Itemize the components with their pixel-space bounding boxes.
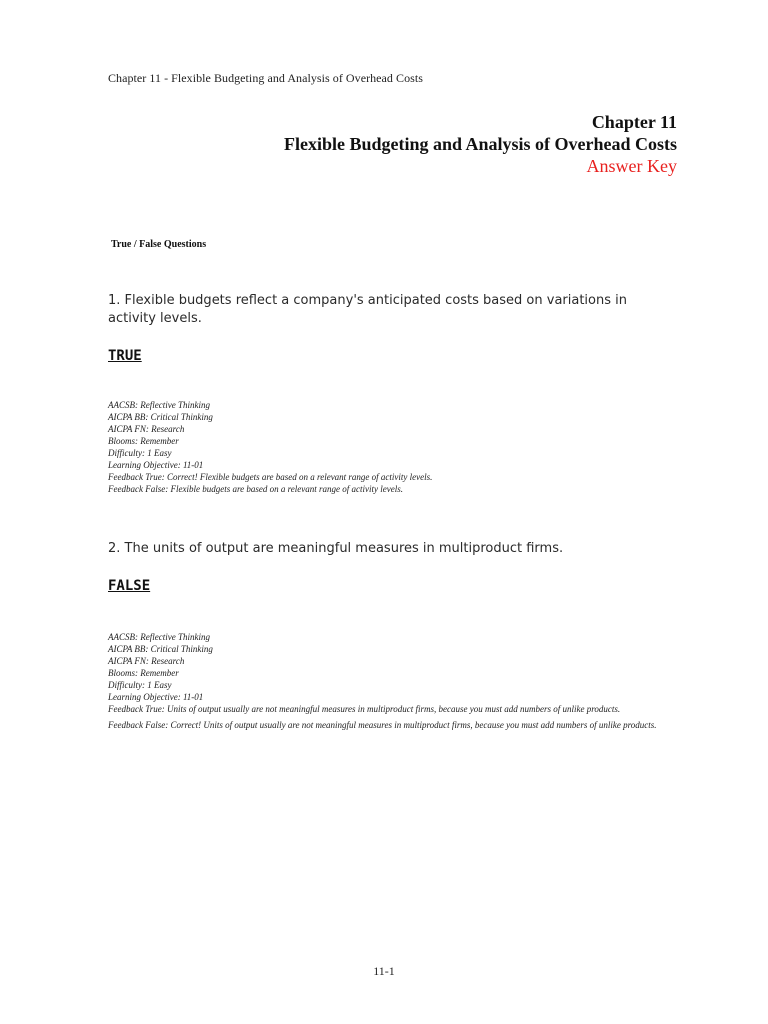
title-block <box>284 111 677 177</box>
meta-line: AACSB: Reflective Thinking <box>108 400 210 410</box>
meta-line: Difficulty: 1 Easy <box>108 680 172 690</box>
meta-line: Learning Objective: 11-01 <box>108 692 204 702</box>
meta-line: Feedback True: Correct! Flexible budgets are based on a relevant range of activity levels. <box>108 472 433 482</box>
question-2-meta <box>108 631 668 731</box>
meta-line: Blooms: Remember <box>108 436 179 446</box>
chapter-number: Chapter 11 <box>591 112 677 132</box>
meta-line: Feedback False: Correct! Units of output usually are not meaningful measures in multiproduct firms, because you must add numbers of unlike products. <box>108 720 657 730</box>
meta-line: Feedback True: Units of output usually are not meaningful measures in multiproduct firms, because you must add numbers of unlike products. <box>108 704 621 714</box>
meta-line: AICPA FN: Research <box>108 424 185 434</box>
running-header: Chapter 11 - Flexible Budgeting and Analysis of Overhead Costs <box>108 71 423 85</box>
meta-line: Learning Objective: 11-01 <box>108 460 204 470</box>
meta-line: Blooms: Remember <box>108 668 179 678</box>
chapter-title: Flexible Budgeting and Analysis of Overhead Costs <box>283 134 677 154</box>
section-heading: True / False Questions <box>111 239 207 250</box>
page-number: 11-1 <box>373 964 395 978</box>
meta-line: Difficulty: 1 Easy <box>108 448 172 458</box>
question-1-answer: TRUE <box>108 348 142 364</box>
meta-line: AICPA FN: Research <box>108 656 185 666</box>
question-2-text: 2. The units of output are meaningful measures in multiproduct firms. <box>108 541 564 556</box>
meta-line: AACSB: Reflective Thinking <box>108 632 210 642</box>
question-1-text: 1. Flexible budgets reflect a company's anticipated costs based on variations in activity levels. <box>108 293 627 326</box>
question-1-meta <box>108 399 668 495</box>
answer-key-label: Answer Key <box>586 156 677 176</box>
meta-line: AICPA BB: Critical Thinking <box>108 644 213 654</box>
meta-line: AICPA BB: Critical Thinking <box>108 412 213 422</box>
meta-line: Feedback False: Flexible budgets are based on a relevant range of activity levels. <box>108 484 403 494</box>
question-2-answer: FALSE <box>108 578 151 594</box>
